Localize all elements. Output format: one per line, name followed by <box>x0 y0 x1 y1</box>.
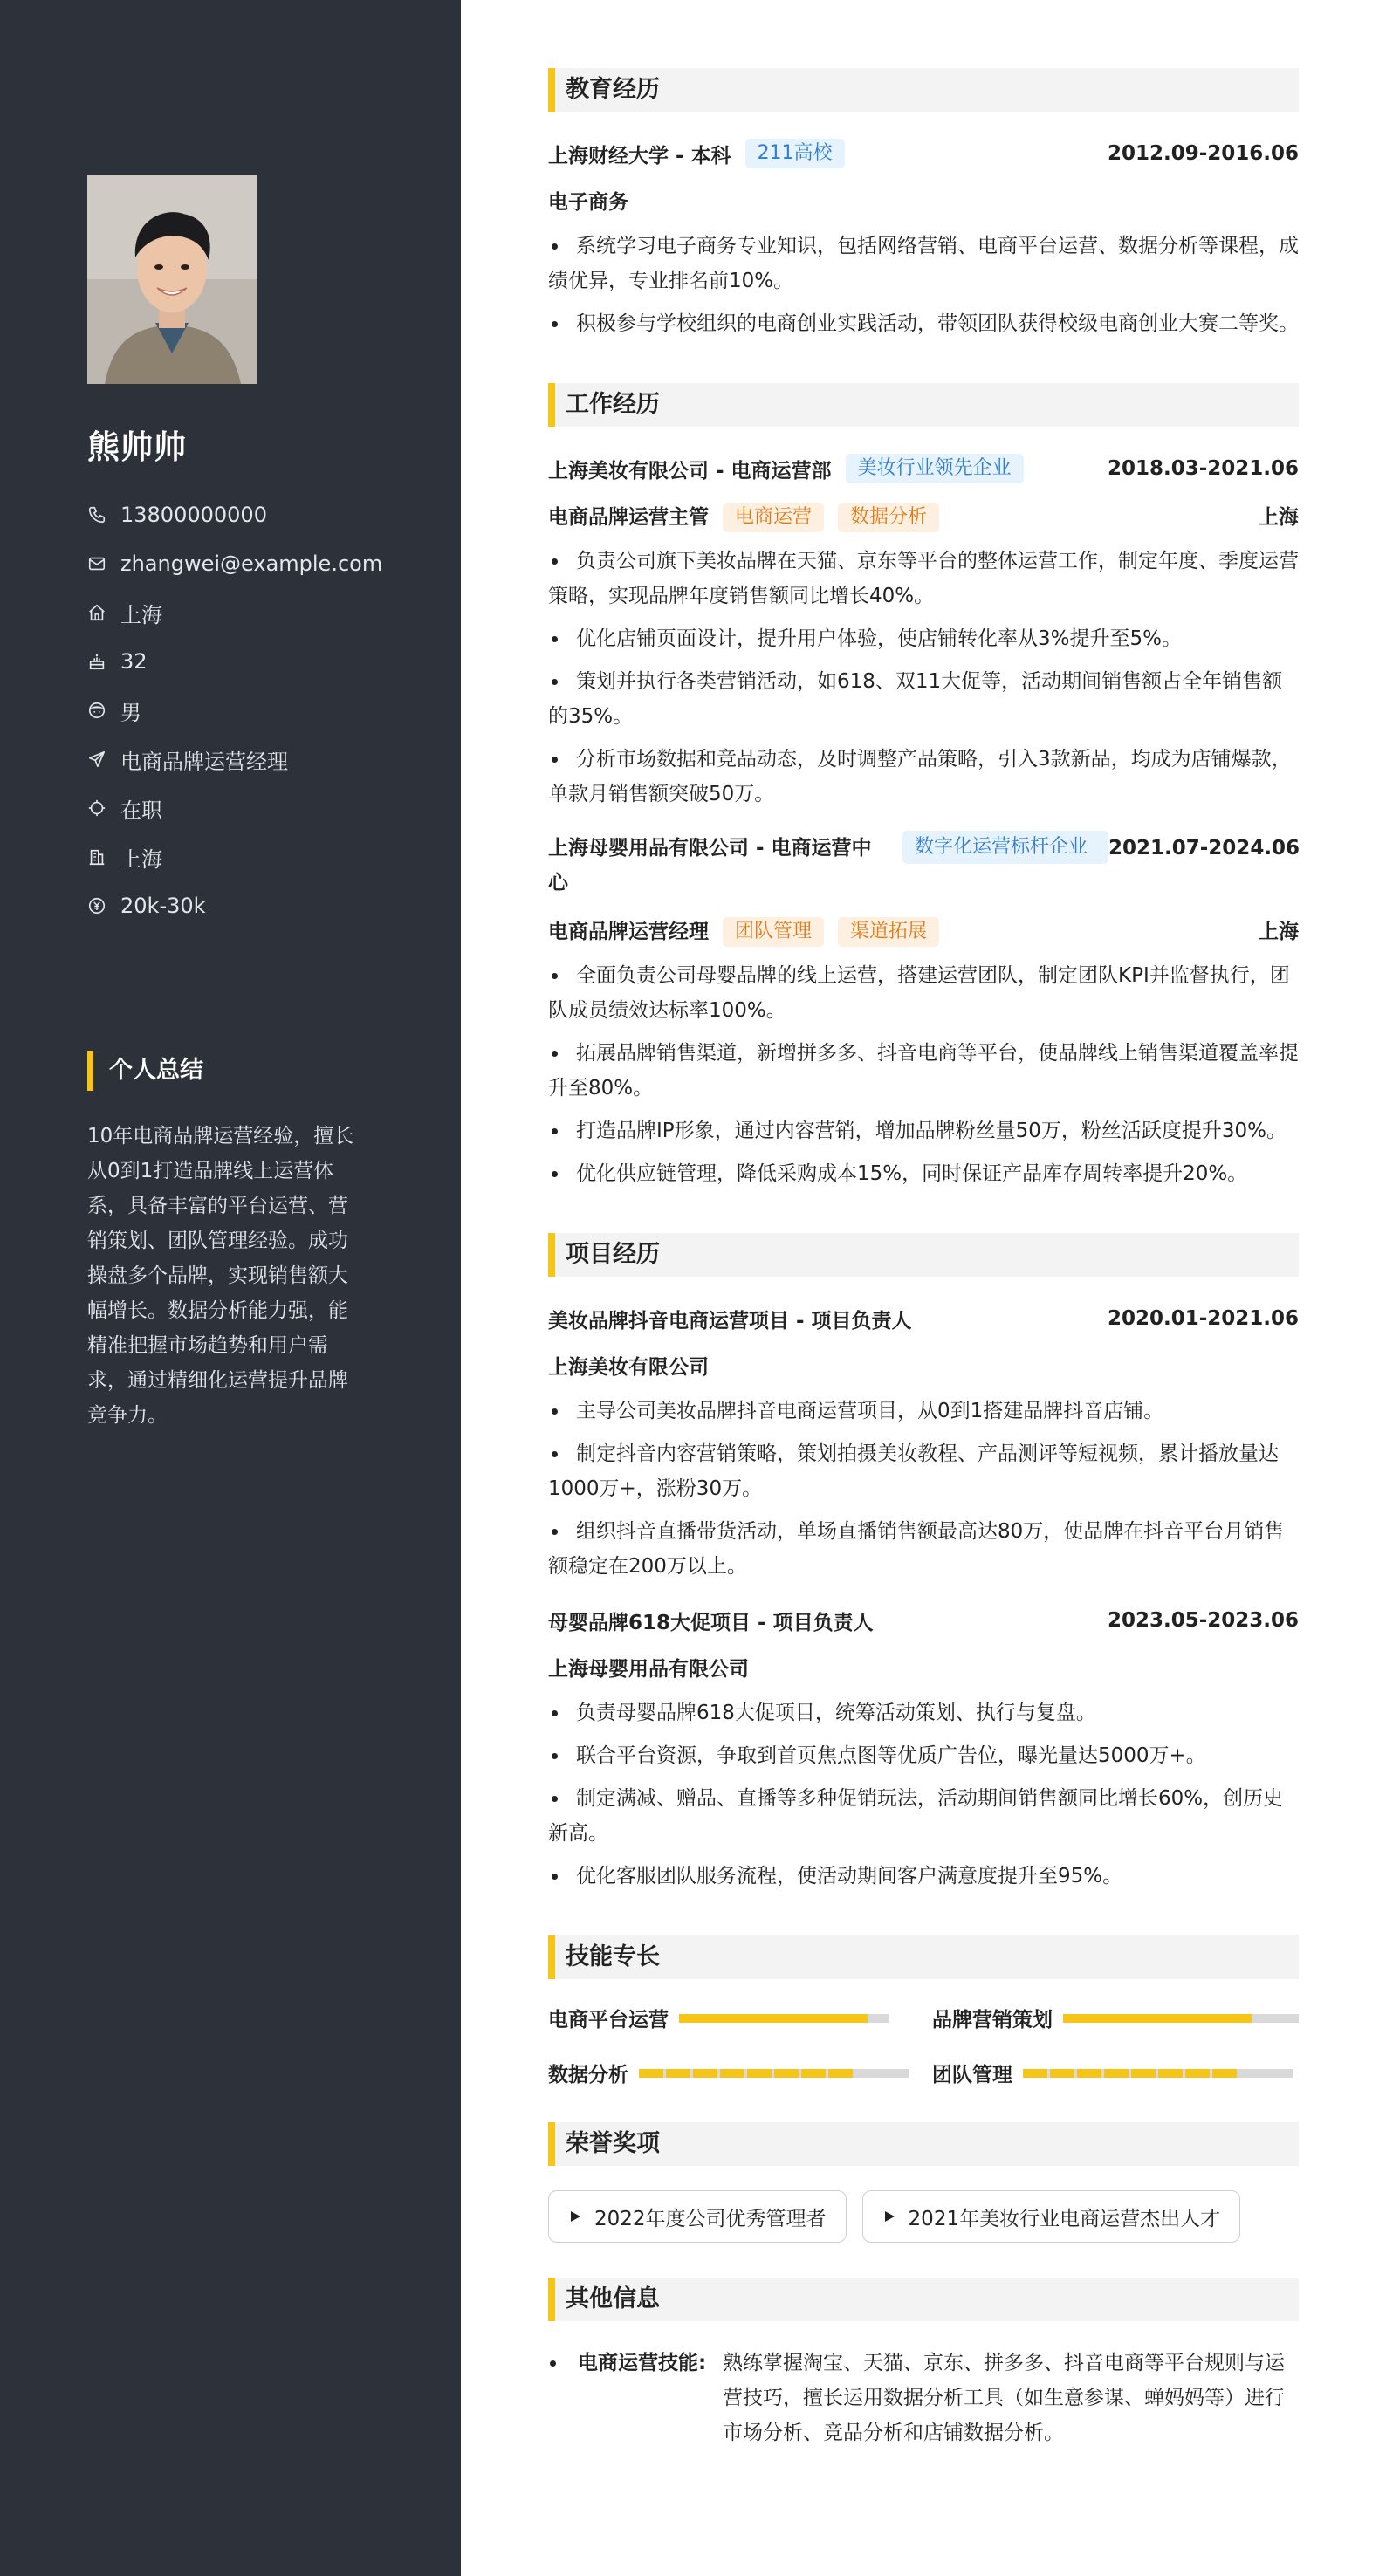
work-role: 电商品牌运营经理 <box>548 921 709 943</box>
skill-level-segment <box>693 2069 717 2078</box>
list-item: 负责公司旗下美妆品牌在天猫、京东等平台的整体运营工作，制定年度、季度运营策略，实现品牌年度销售额同比增长40%。 <box>548 544 1299 613</box>
award-text: 2022年度公司优秀管理者 <box>594 2207 827 2230</box>
summary-title: 个人总结 <box>87 1051 203 1091</box>
list-item: 优化店铺页面设计，提升用户体验，使店铺转化率从3%提升至5%。 <box>548 621 1299 656</box>
list-item: 负责母婴品牌618大促项目，统筹活动策划、执行与复盘。 <box>548 1696 1299 1730</box>
skill-level-segment <box>747 2069 772 2078</box>
project-bullets <box>548 1696 1299 1894</box>
skill-item <box>932 2059 1299 2087</box>
education-tag: 211高校 <box>745 139 845 168</box>
skill-name: 品牌营销策划 <box>932 2009 1053 2031</box>
work-org-tag: 美妆行业领先企业 <box>846 454 1024 483</box>
work-city: 上海 <box>1259 506 1299 529</box>
list-item <box>548 2346 1299 2450</box>
work-skill-tag: 电商运营 <box>723 503 824 532</box>
work-org: 上海母婴用品有限公司 - 电商运营中心 <box>548 837 872 894</box>
skills-section <box>548 1935 1299 2087</box>
education-major <box>548 185 1299 220</box>
work-role-row <box>548 500 1299 535</box>
awards-list <box>548 2190 1299 2243</box>
projects-section <box>548 1233 1299 1894</box>
info-status <box>87 784 382 832</box>
project-entry-1 <box>548 1301 1299 1584</box>
skill-name: 电商平台运营 <box>548 2009 669 2031</box>
work-entry-header <box>548 831 1299 901</box>
list-item: 联合平台资源，争取到首页焦点图等优质广告位，曝光量达5000万+。 <box>548 1738 1299 1773</box>
avatar <box>87 175 257 384</box>
work-title: 工作经历 <box>548 383 1299 427</box>
other-section <box>548 2278 1299 2450</box>
skill-level-fill <box>679 2014 868 2023</box>
education-major-text: 电子商务 <box>548 191 628 214</box>
project-name: 母婴品牌618大促项目 - 项目负责人 <box>548 1611 874 1634</box>
list-item: 优化客服团队服务流程，使活动期间客户满意度提升至95%。 <box>548 1859 1299 1894</box>
skills-title: 技能专长 <box>548 1935 1299 1979</box>
work-entry-1 <box>548 451 1299 812</box>
work-entry-2 <box>548 831 1299 1191</box>
work-bullets <box>548 544 1299 812</box>
building-icon <box>87 847 106 867</box>
sidebar <box>0 0 461 2576</box>
project-company: 上海美妆有限公司 <box>548 1356 709 1379</box>
projects-title: 项目经历 <box>548 1233 1299 1277</box>
skill-item <box>932 2004 1299 2032</box>
skill-level-segment <box>1077 2069 1101 2078</box>
candidate-name: 熊帅帅 <box>87 428 187 466</box>
work-role: 电商品牌运营主管 <box>548 506 709 529</box>
list-item: 组织抖音直播带货活动，单场直播销售额最高达80万，使品牌在抖音平台月销售额稳定在200万以上。 <box>548 1514 1299 1584</box>
list-item: 制定满减、赠品、直播等多种促销玩法，活动期间销售额同比增长60%，创历史新高。 <box>548 1781 1299 1851</box>
work-bullets <box>548 958 1299 1191</box>
play-triangle-icon <box>568 2209 582 2223</box>
info-salary-text: 20k-30k <box>120 894 206 918</box>
list-item: 全面负责公司母婴品牌的线上运营，搭建运营团队，制定团队KPI并监督执行，团队成员绩效达标率100%。 <box>548 958 1299 1028</box>
project-company-row <box>548 1652 1299 1687</box>
info-salary <box>87 881 382 930</box>
phone-icon <box>87 505 106 524</box>
info-phone-text: 13800000000 <box>120 503 267 527</box>
skill-level-segment <box>1212 2069 1237 2078</box>
info-status-text: 在职 <box>120 798 162 823</box>
education-title: 教育经历 <box>548 68 1299 112</box>
info-city-text: 上海 <box>120 846 162 872</box>
skill-level-segment <box>1185 2069 1210 2078</box>
work-skill-tag: 团队管理 <box>723 917 824 947</box>
skill-level-segment <box>1131 2069 1156 2078</box>
info-gender <box>87 686 382 735</box>
list-item: 积极参与学校组织的电商创业实践活动，带领团队获得校级电商创业大赛二等奖。 <box>548 306 1299 341</box>
skill-level-segment <box>1158 2069 1183 2078</box>
main-content <box>548 68 1299 2492</box>
skill-level-segment <box>828 2069 853 2078</box>
skill-level-fill <box>639 2069 855 2078</box>
skill-level-segment <box>639 2069 663 2078</box>
work-org: 上海美妆有限公司 - 电商运营部 <box>548 459 832 483</box>
education-school: 上海财经大学 - 本科 <box>548 144 731 168</box>
work-date: 2021.07-2024.06 <box>1108 837 1300 860</box>
work-entry-header <box>548 451 1299 486</box>
mail-icon <box>87 554 106 573</box>
contact-info-list <box>87 490 382 930</box>
work-org-tag: 数字化运营标杆企业 <box>902 831 1108 864</box>
skill-level-bar <box>679 2014 889 2023</box>
skill-level-bar <box>1063 2014 1299 2023</box>
skill-level-segment <box>1050 2069 1074 2078</box>
skill-level-segment <box>774 2069 799 2078</box>
project-name: 美妆品牌抖音电商运营项目 - 项目负责人 <box>548 1309 912 1333</box>
work-role-row <box>548 915 1299 949</box>
list-item: 策划并执行各类营销活动，如618、双11大促等，活动期间销售额占全年销售额的35%。 <box>548 664 1299 734</box>
home-icon <box>87 603 106 622</box>
skill-level-bar <box>639 2069 909 2078</box>
work-date: 2018.03-2021.06 <box>1107 457 1299 480</box>
project-header <box>548 1301 1299 1336</box>
list-item: 主导公司美妆品牌抖音电商运营项目，从0到1搭建品牌抖音店铺。 <box>548 1394 1299 1428</box>
avatar-portrait-image <box>87 175 257 384</box>
skill-level-segment <box>1023 2069 1047 2078</box>
skill-item <box>548 2059 932 2087</box>
other-value: 熟练掌握淘宝、天猫、京东、拼多多、抖音电商等平台规则与运营技巧，擅长运用数据分析工具（如生意参谋、蝉妈妈等）进行市场分析、竞品分析和店铺数据分析。 <box>723 2352 1285 2444</box>
work-city: 上海 <box>1259 921 1299 943</box>
info-age-text: 32 <box>120 649 148 674</box>
skill-level-bar <box>1023 2069 1293 2078</box>
award-item <box>548 2190 847 2243</box>
project-bullets <box>548 1394 1299 1584</box>
money-icon <box>87 896 106 915</box>
skill-level-segment <box>720 2069 744 2078</box>
work-section <box>548 383 1299 1191</box>
play-triangle-icon <box>882 2209 896 2223</box>
cake-icon <box>87 652 106 671</box>
list-item: 分析市场数据和竞品动态，及时调整产品策略，引入3款新品，均成为店铺爆款，单款月销售额突破50万。 <box>548 742 1299 812</box>
other-key: 电商运营技能: <box>578 2352 707 2374</box>
work-skill-tag: 渠道拓展 <box>838 917 939 947</box>
skill-level-fill <box>1063 2014 1252 2023</box>
project-header <box>548 1603 1299 1638</box>
education-header <box>548 136 1299 171</box>
other-list <box>548 2346 1299 2450</box>
skill-name: 数据分析 <box>548 2064 628 2086</box>
skill-level-fill <box>1023 2069 1239 2078</box>
info-location-text: 上海 <box>120 602 162 627</box>
skill-name: 团队管理 <box>932 2064 1012 2086</box>
info-position <box>87 735 382 784</box>
send-icon <box>87 750 106 769</box>
work-skill-tag: 数据分析 <box>838 503 939 532</box>
award-item <box>862 2190 1241 2243</box>
summary-text: 10年电商品牌运营经验，擅长从0到1打造品牌线上运营体系，具备丰富的平台运营、营销策划、团队管理经验。成功操盘多个品牌，实现销售额大幅增长。数据分析能力强，能精准把握市场趋势和用户需求，通过精细化运营提升品牌竞争力。 <box>87 1125 354 1427</box>
education-date: 2012.09-2016.06 <box>1107 142 1299 165</box>
info-age <box>87 637 382 686</box>
project-date: 2020.01-2021.06 <box>1107 1307 1299 1330</box>
info-phone <box>87 490 382 539</box>
status-icon <box>87 798 106 818</box>
skill-level-segment <box>801 2069 826 2078</box>
skill-level-segment <box>1104 2069 1129 2078</box>
list-item: 优化供应链管理，降低采购成本15%，同时保证产品库存周转率提升20%。 <box>548 1156 1299 1191</box>
list-item: 打造品牌IP形象，通过内容营销，增加品牌粉丝量50万，粉丝活跃度提升30%。 <box>548 1113 1299 1148</box>
info-email <box>87 539 382 588</box>
education-section <box>548 68 1299 341</box>
person-icon <box>87 701 106 720</box>
award-text: 2021年美妆行业电商运营杰出人才 <box>908 2207 1221 2230</box>
info-email-text: zhangwei@example.com <box>120 552 383 576</box>
education-bullets <box>548 229 1299 341</box>
info-location <box>87 588 382 637</box>
skill-level-segment <box>666 2069 690 2078</box>
info-position-text: 电商品牌运营经理 <box>120 749 288 774</box>
awards-title: 荣誉奖项 <box>548 2122 1299 2166</box>
project-entry-2 <box>548 1603 1299 1894</box>
list-item: 系统学习电子商务专业知识，包括网络营销、电商平台运营、数据分析等课程，成绩优异，专业排名前10%。 <box>548 229 1299 298</box>
awards-section <box>548 2122 1299 2243</box>
info-gender-text: 男 <box>120 700 141 725</box>
skill-item <box>548 2004 932 2032</box>
skills-grid <box>548 2004 1299 2087</box>
other-title: 其他信息 <box>548 2278 1299 2321</box>
project-company-row <box>548 1350 1299 1385</box>
info-city <box>87 832 382 881</box>
project-date: 2023.05-2023.06 <box>1107 1609 1299 1632</box>
list-item: 拓展品牌销售渠道，新增拼多多、抖音电商等平台，使品牌线上销售渠道覆盖率提升至80%。 <box>548 1036 1299 1106</box>
project-company: 上海母婴用品有限公司 <box>548 1658 749 1681</box>
list-item: 制定抖音内容营销策略，策划拍摄美妆教程、产品测评等短视频，累计播放量达1000万+，涨粉30万。 <box>548 1436 1299 1506</box>
